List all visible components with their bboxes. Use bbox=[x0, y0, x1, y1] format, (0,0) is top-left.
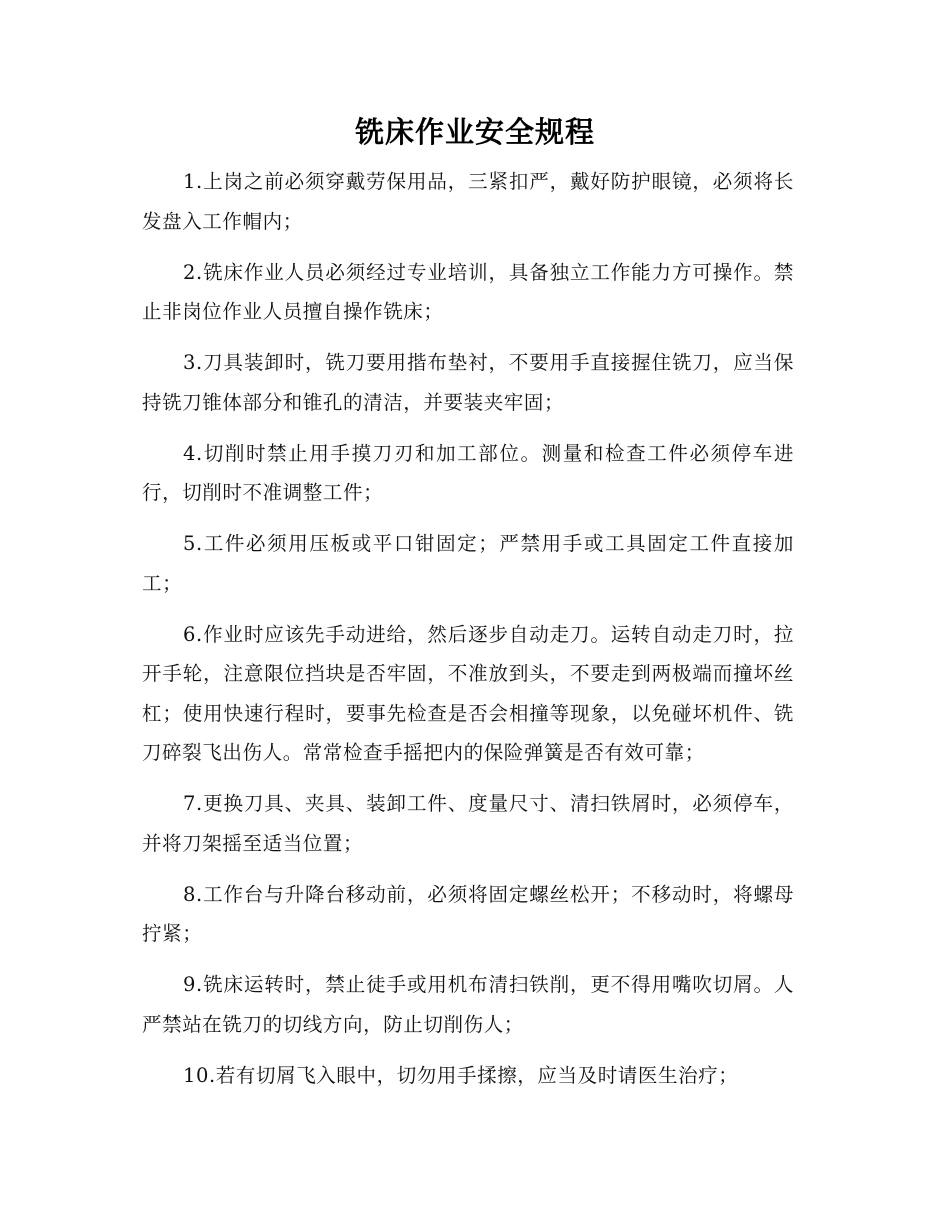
regulation-item-6: 6.作业时应该先手动进给，然后逐步自动走刀。运转自动走刀时，拉开手轮，注意限位挡块是否牢固，不准放到头，不要走到两极端而撞坏丝杠；使用快速行程时，要事先检查是否会相撞等现象，以免碰坏机件、铣刀碎裂飞出伤人。常常检查手摇把内的保险弹簧是否有效可靠； bbox=[142, 622, 794, 764]
regulation-item-1: 1.上岗之前必须穿戴劳保用品，三紧扣严，戴好防护眼镜，必须将长发盘入工作帽内； bbox=[142, 170, 794, 233]
regulation-item-5: 5.工件必须用压板或平口钳固定；严禁用手或工具固定工件直接加工； bbox=[142, 532, 794, 595]
regulation-item-2: 2.铣床作业人员必须经过专业培训，具备独立工作能力方可操作。禁止非岗位作业人员擅自操作铣床； bbox=[142, 260, 794, 323]
regulation-item-4: 4.切削时禁止用手摸刀刃和加工部位。测量和检查工件必须停车进行，切削时不准调整工件； bbox=[142, 441, 794, 504]
page-title: 铣床作业安全规程 bbox=[354, 115, 595, 149]
regulation-item-10: 10.若有切屑飞入眼中，切勿用手揉擦，应当及时请医生治疗； bbox=[183, 1063, 739, 1087]
regulation-list bbox=[142, 162, 794, 1107]
regulation-item-9: 9.铣床运转时，禁止徒手或用机布清扫铁削，更不得用嘴吹切屑。人严禁站在铣刀的切线方向，防止切削伤人； bbox=[142, 973, 794, 1036]
regulation-item-3: 3.刀具装卸时，铣刀要用揩布垫衬，不要用手直接握住铣刀，应当保持铣刀锥体部分和锥孔的清洁，并要装夹牢固； bbox=[142, 351, 794, 414]
regulation-item-8: 8.工作台与升降台移动前，必须将固定螺丝松开；不移动时，将螺母拧紧； bbox=[142, 882, 794, 945]
regulation-item-7: 7.更换刀具、夹具、装卸工件、度量尺寸、清扫铁屑时，必须停车，并将刀架摇至适当位置； bbox=[142, 792, 794, 855]
